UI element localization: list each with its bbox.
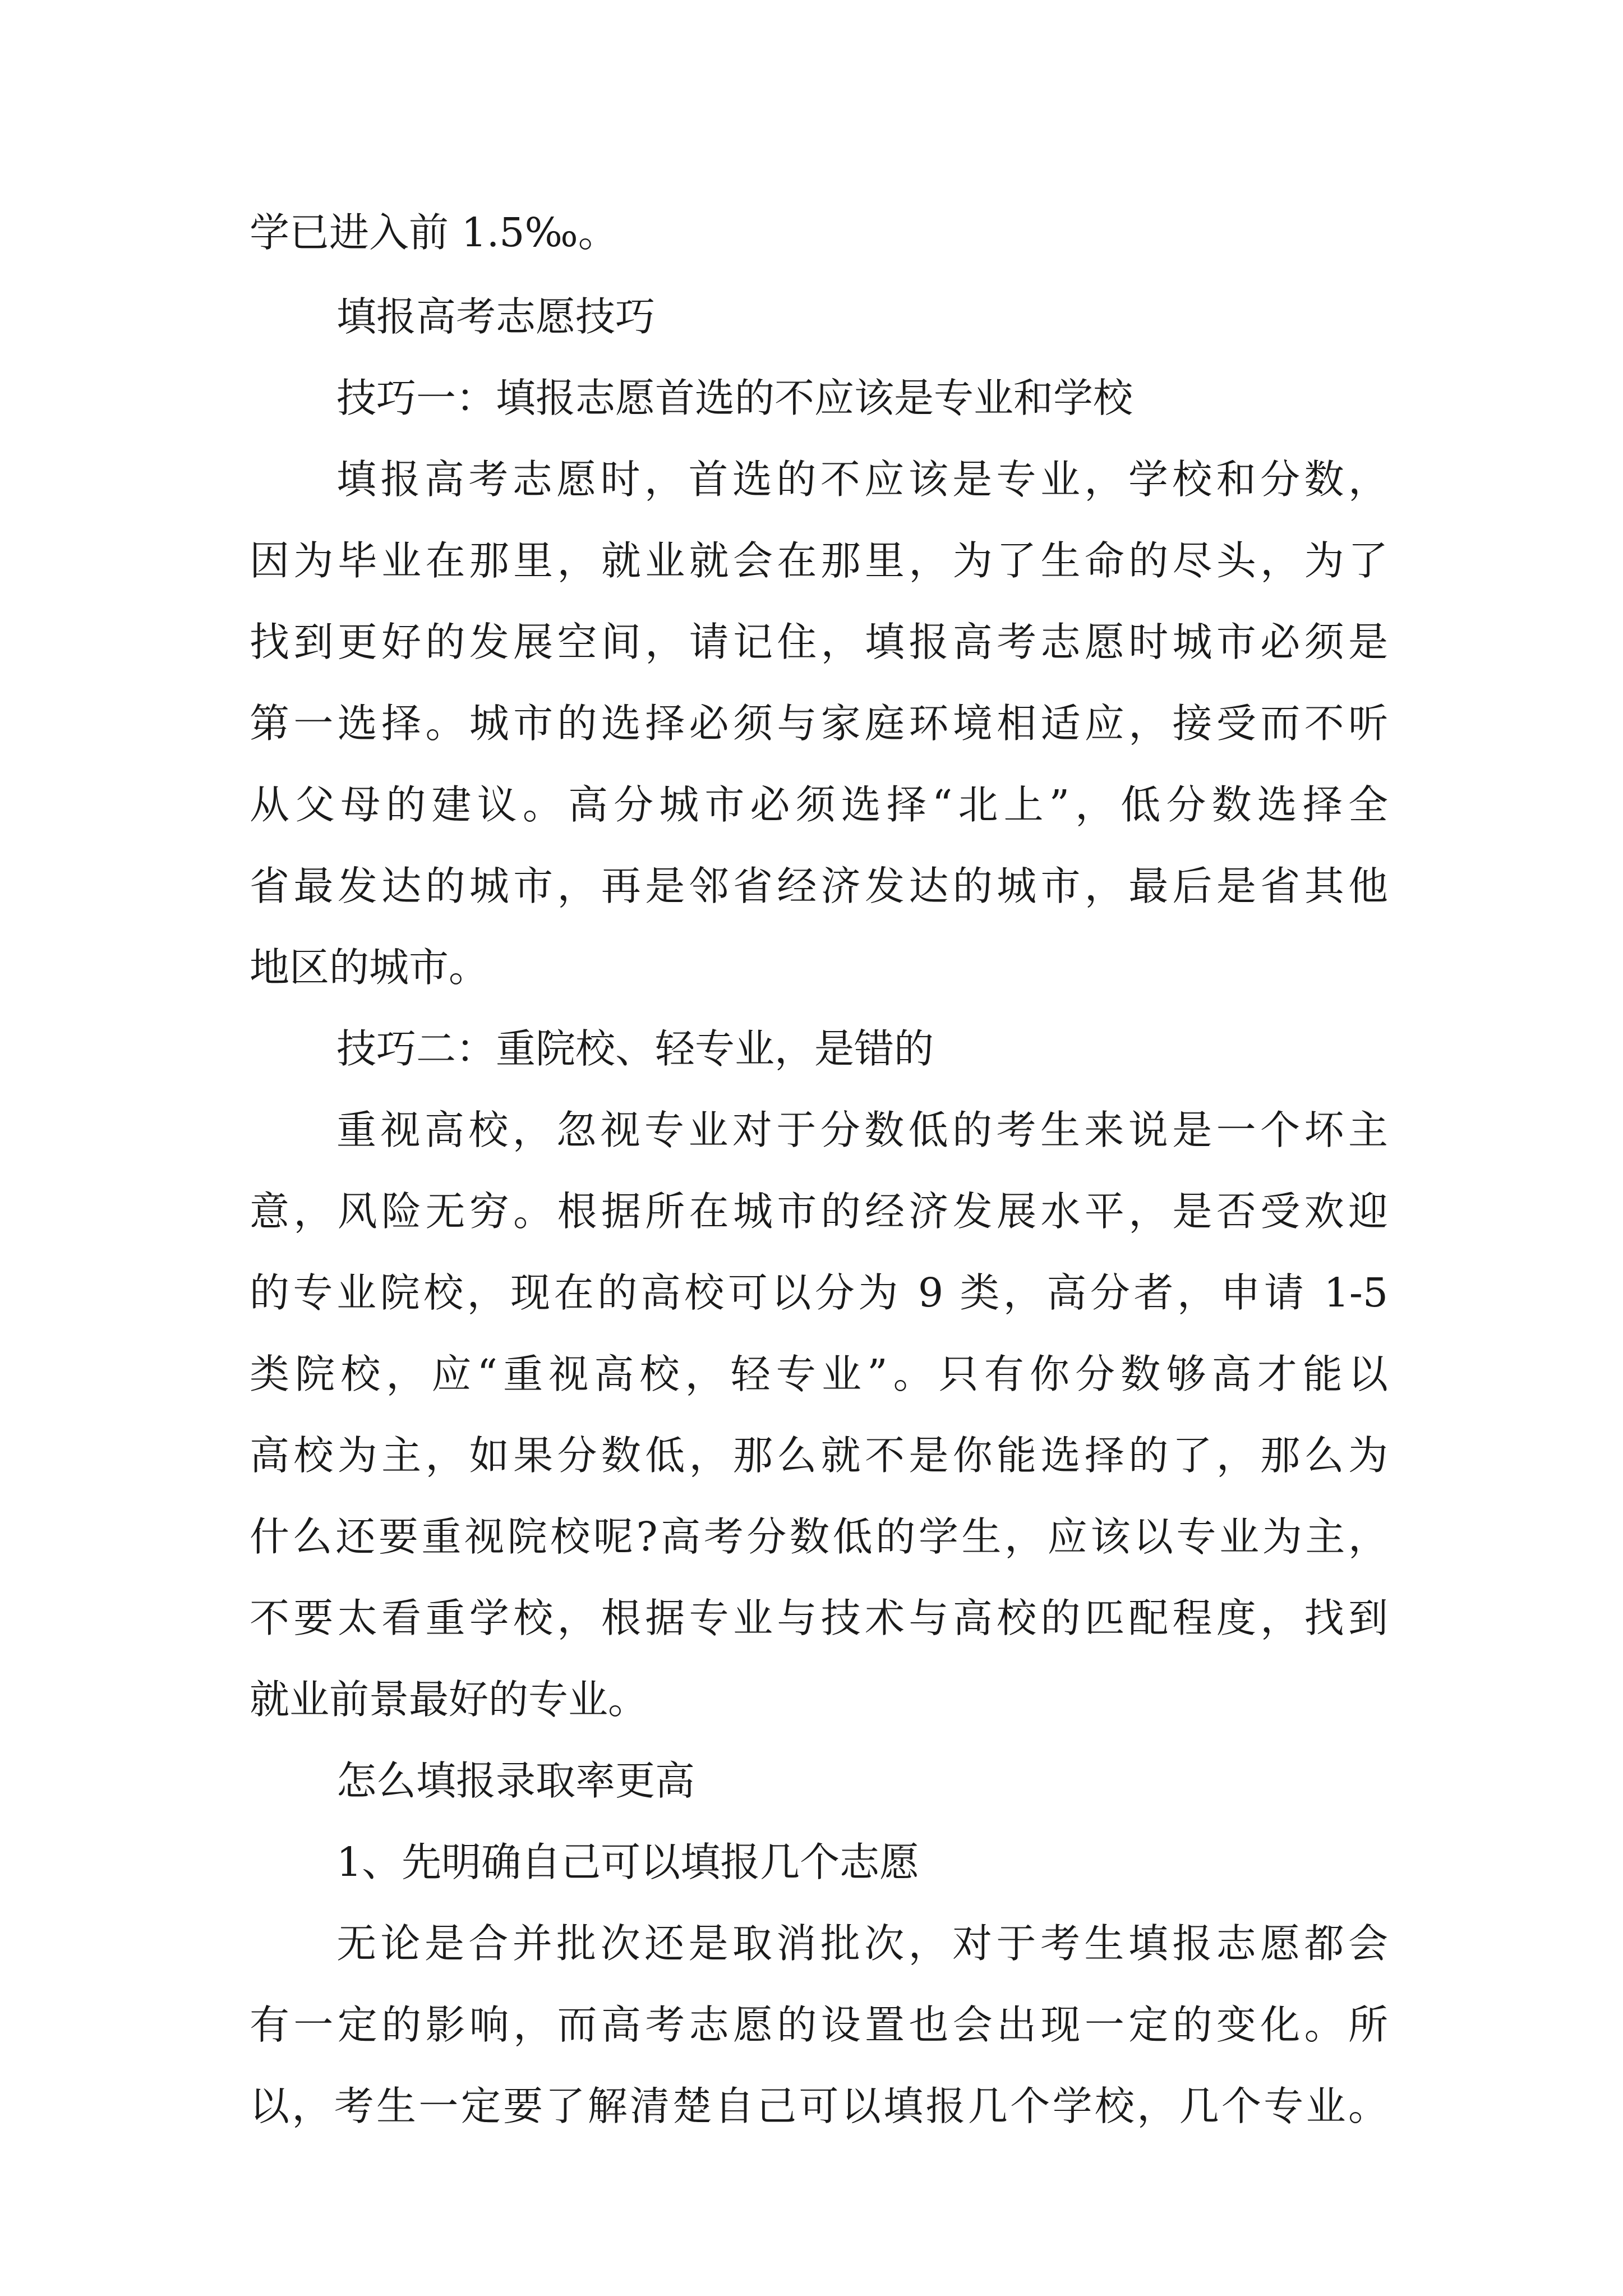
text-line: 省最发达的城市，再是邻省经济发达的城市，最后是省其他 xyxy=(250,863,1388,909)
text-line: 找到更好的发展空间，请记住，填报高考志愿时城市必须是 xyxy=(250,619,1388,665)
text-line: 什么还要重视院校呢?高考分数低的学生，应该以专业为主， xyxy=(250,1513,1388,1560)
subsection-heading: 技巧一：填报志愿首选的不应该是专业和学校 xyxy=(336,375,1133,421)
text-line: 第一选择。城市的选择必须与家庭环境相适应，接受而不听 xyxy=(250,700,1388,747)
text-line: 从父母的建议。高分城市必须选择“北上”，低分数选择全 xyxy=(250,781,1388,828)
text-line: 类院校，应“重视高校，轻专业”。只有你分数够高才能以 xyxy=(250,1351,1388,1397)
text-line: 填报高考志愿时，首选的不应该是专业，学校和分数， xyxy=(336,456,1388,503)
text-line: 高校为主，如果分数低，那么就不是你能选择的了，那么为 xyxy=(250,1432,1388,1479)
text-line: 有一定的影响，而高考志愿的设置也会出现一定的变化。所 xyxy=(250,2001,1388,2048)
text-line: 无论是合并批次还是取消批次，对于考生填报志愿都会 xyxy=(336,1920,1388,1967)
subsection-heading: 1、先明确自己可以填报几个志愿 xyxy=(336,1839,920,1885)
text-line: 以，考生一定要了解清楚自己可以填报几个学校，几个专业。 xyxy=(250,2083,1388,2129)
text-line: 因为毕业在那里，就业就会在那里，为了生命的尽头，为了 xyxy=(250,537,1388,584)
text-line: 不要太看重学校，根据专业与技术与高校的匹配程度，找到 xyxy=(250,1595,1388,1641)
text-line: 重视高校，忽视专业对于分数低的考生来说是一个坏主 xyxy=(336,1107,1388,1153)
text-line: 意，风险无穷。根据所在城市的经济发展水平，是否受欢迎 xyxy=(250,1188,1388,1235)
section-heading: 怎么填报录取率更高 xyxy=(336,1757,695,1804)
text-line: 地区的城市。 xyxy=(250,944,489,991)
text-line: 的专业院校，现在的高校可以分为 9 类，高分者，申请 1-5 xyxy=(250,1269,1388,1316)
subsection-heading: 技巧二：重院校、轻专业，是错的 xyxy=(336,1025,934,1072)
text-line: 学已进入前 1.5‰。 xyxy=(250,209,618,256)
text-line: 就业前景最好的专业。 xyxy=(250,1676,648,1723)
section-heading: 填报高考志愿技巧 xyxy=(336,293,656,340)
